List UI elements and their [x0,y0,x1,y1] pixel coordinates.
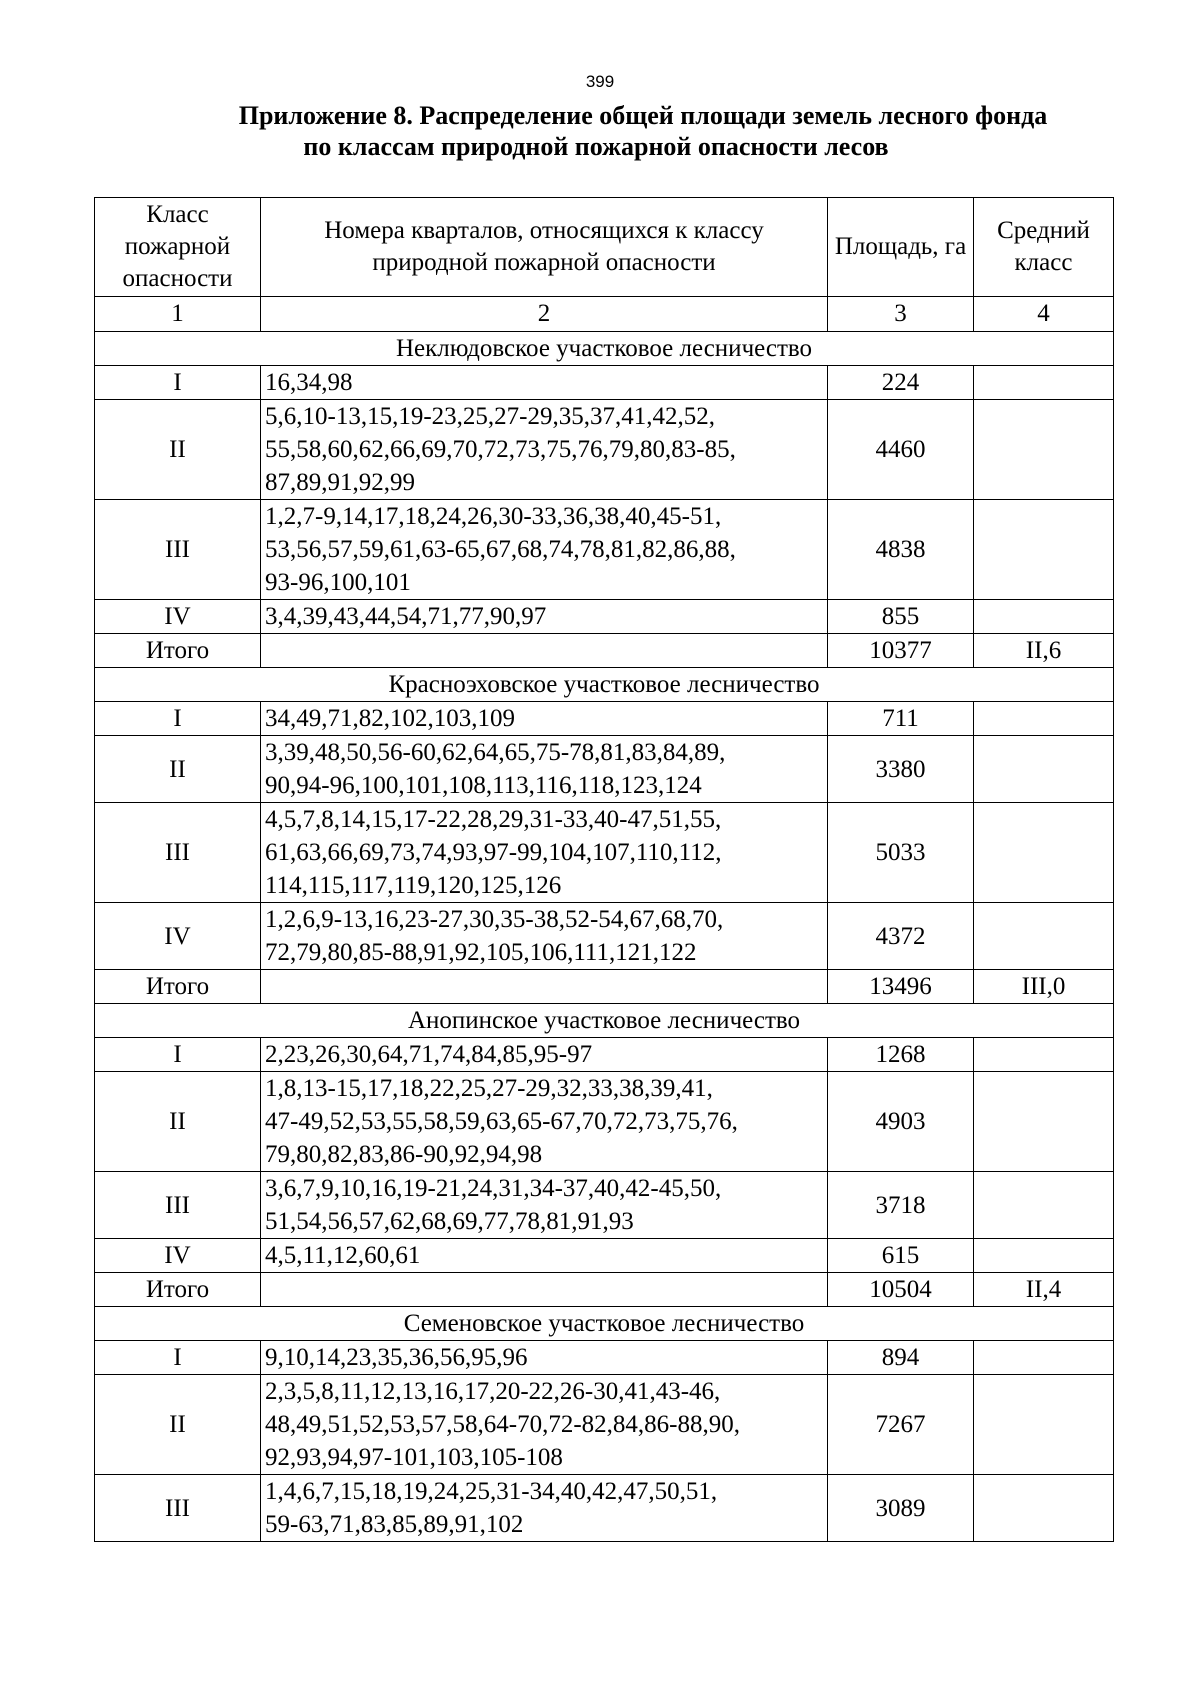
fire-class-cell: III [95,1172,261,1239]
header-class: Класс пожарной опасности [95,198,261,297]
quarters-cell [261,1273,828,1307]
quarters-line: 2,3,5,8,11,12,13,16,17,20-22,26-30,41,43-46, [265,1378,721,1405]
quarters-line: 51,54,56,57,62,68,69,77,78,81,91,93 [265,1208,634,1235]
fire-danger-table [94,197,1114,1542]
table-row [95,600,1114,634]
fire-class-cell: I [95,702,261,736]
average-class-cell [974,400,1114,500]
quarters-cell [261,1475,828,1542]
column-number: 1 [95,297,261,332]
header-quarters: Номера кварталов, относящихся к классу природной пожарной опасности [261,198,828,297]
section-row [95,1307,1114,1341]
quarters-cell [261,500,828,600]
table-row [95,500,1114,600]
fire-class-cell: IV [95,600,261,634]
column-number-row [95,297,1114,332]
area-cell: 1268 [828,1038,974,1072]
average-class-cell: III,0 [974,970,1114,1004]
quarters-cell [261,634,828,668]
area-cell: 4460 [828,400,974,500]
quarters-line: 59-63,71,83,85,89,91,102 [265,1511,524,1538]
table-body [95,332,1114,1542]
quarters-cell [261,1038,828,1072]
average-class-cell [974,600,1114,634]
header-area: Площадь, га [828,198,974,297]
table-row [95,903,1114,970]
quarters-line: 5,6,10-13,15,19-23,25,27-29,35,37,41,42,52, [265,403,715,430]
quarters-cell [261,903,828,970]
quarters-line: 3,39,48,50,56-60,62,64,65,75-78,81,83,84,89, [265,739,726,766]
total-row [95,634,1114,668]
table-row [95,400,1114,500]
section-title: Красноэховское участковое лесничество [95,668,1114,702]
average-class-cell: II,6 [974,634,1114,668]
quarters-line: 1,2,6,9-13,16,23-27,30,35-38,52-54,67,68,70, [265,906,724,933]
quarters-line: 79,80,82,83,86-90,92,94,98 [265,1141,543,1168]
area-cell: 711 [828,702,974,736]
table-row [95,1375,1114,1475]
fire-class-cell: Итого [95,1273,261,1307]
quarters-line: 1,4,6,7,15,18,19,24,25,31-34,40,42,47,50,51, [265,1478,718,1505]
average-class-cell [974,736,1114,803]
table-row [95,1172,1114,1239]
average-class-cell [974,500,1114,600]
average-class-cell [974,1375,1114,1475]
average-class-cell [974,1475,1114,1542]
average-class-cell [974,1341,1114,1375]
quarters-line: 3,4,39,43,44,54,71,77,90,97 [265,603,547,630]
quarters-line: 16,34,98 [265,369,353,396]
area-cell: 855 [828,600,974,634]
quarters-line: 9,10,14,23,35,36,56,95,96 [265,1344,528,1371]
table-row [95,1072,1114,1172]
quarters-line: 3,6,7,9,10,16,19-21,24,31,34-37,40,42-45,50, [265,1175,722,1202]
page-number: 399 [585,72,615,91]
quarters-line: 93-96,100,101 [265,569,411,596]
table-row [95,1239,1114,1273]
column-number: 2 [261,297,828,332]
quarters-line: 114,115,117,119,120,125,126 [265,872,562,899]
quarters-line: 92,93,94,97-101,103,105-108 [265,1444,563,1471]
table-row [95,1341,1114,1375]
quarters-cell [261,702,828,736]
fire-class-cell: Итого [95,970,261,1004]
header-row [95,198,1114,297]
quarters-line: 2,23,26,30,64,71,74,84,85,95-97 [265,1041,593,1068]
area-cell: 4838 [828,500,974,600]
average-class-cell [974,803,1114,903]
area-cell: 10504 [828,1273,974,1307]
quarters-line: 1,8,13-15,17,18,22,25,27-29,32,33,38,39,41, [265,1075,713,1102]
quarters-line: 61,63,66,69,73,74,93,97-99,104,107,110,112, [265,839,722,866]
section-title: Семеновское участковое лесничество [95,1307,1114,1341]
average-class-cell [974,1172,1114,1239]
table-row [95,702,1114,736]
average-class-cell [974,1072,1114,1172]
quarters-cell [261,1072,828,1172]
fire-class-cell: II [95,736,261,803]
table-row [95,803,1114,903]
quarters-cell [261,736,828,803]
average-class-cell [974,1239,1114,1273]
quarters-line: 4,5,11,12,60,61 [265,1242,421,1269]
fire-class-cell: III [95,1475,261,1542]
fire-class-cell: II [95,1072,261,1172]
quarters-line: 72,79,80,85-88,91,92,105,106,111,121,122 [265,939,697,966]
section-row [95,1004,1114,1038]
quarters-cell [261,803,828,903]
area-cell: 3718 [828,1172,974,1239]
average-class-cell [974,1038,1114,1072]
fire-class-cell: IV [95,903,261,970]
quarters-cell [261,1375,828,1475]
fire-class-cell: II [95,1375,261,1475]
quarters-line: 48,49,51,52,53,57,58,64-70,72-82,84,86-88,90, [265,1411,740,1438]
fire-class-cell: I [95,366,261,400]
average-class-cell [974,702,1114,736]
table-row [95,1038,1114,1072]
area-cell: 4372 [828,903,974,970]
header-average-class: Средний класс [974,198,1114,297]
area-cell: 224 [828,366,974,400]
fire-class-cell: III [95,803,261,903]
total-row [95,1273,1114,1307]
average-class-cell [974,366,1114,400]
quarters-cell [261,600,828,634]
area-cell: 3089 [828,1475,974,1542]
quarters-cell [261,1239,828,1273]
fire-class-cell: I [95,1038,261,1072]
title-line-2: по классам природной пожарной опасности лесов [303,132,889,161]
fire-class-cell: Итого [95,634,261,668]
fire-class-cell: III [95,500,261,600]
area-cell: 3380 [828,736,974,803]
area-cell: 7267 [828,1375,974,1475]
area-cell: 4903 [828,1072,974,1172]
quarters-line: 90,94-96,100,101,108,113,116,118,123,124 [265,772,702,799]
area-cell: 5033 [828,803,974,903]
quarters-line: 87,89,91,92,99 [265,469,415,496]
quarters-line: 1,2,7-9,14,17,18,24,26,30-33,36,38,40,45-51, [265,503,722,530]
quarters-line: 55,58,60,62,66,69,70,72,73,75,76,79,80,83-85, [265,436,736,463]
table-row [95,736,1114,803]
page-title [0,100,1200,162]
quarters-cell [261,970,828,1004]
area-cell: 615 [828,1239,974,1273]
area-cell: 13496 [828,970,974,1004]
table-row [95,366,1114,400]
section-title: Неклюдовское участковое лесничество [95,332,1114,366]
average-class-cell: II,4 [974,1273,1114,1307]
average-class-cell [974,903,1114,970]
quarters-cell [261,1172,828,1239]
fire-class-cell: IV [95,1239,261,1273]
area-cell: 10377 [828,634,974,668]
table-row [95,1475,1114,1542]
total-row [95,970,1114,1004]
quarters-line: 53,56,57,59,61,63-65,67,68,74,78,81,82,86,88, [265,536,736,563]
section-row [95,668,1114,702]
column-number: 3 [828,297,974,332]
section-row [95,332,1114,366]
quarters-cell [261,1341,828,1375]
quarters-cell [261,366,828,400]
quarters-line: 4,5,7,8,14,15,17-22,28,29,31-33,40-47,51,55, [265,806,722,833]
quarters-line: 47-49,52,53,55,58,59,63,65-67,70,72,73,75,76, [265,1108,738,1135]
quarters-cell [261,400,828,500]
title-line-1: Приложение 8. Распределение общей площади земель лесного фонда [238,101,1048,130]
column-number: 4 [974,297,1114,332]
fire-class-cell: I [95,1341,261,1375]
fire-class-cell: II [95,400,261,500]
section-title: Анопинское участковое лесничество [95,1004,1114,1038]
area-cell: 894 [828,1341,974,1375]
quarters-line: 34,49,71,82,102,103,109 [265,705,515,732]
